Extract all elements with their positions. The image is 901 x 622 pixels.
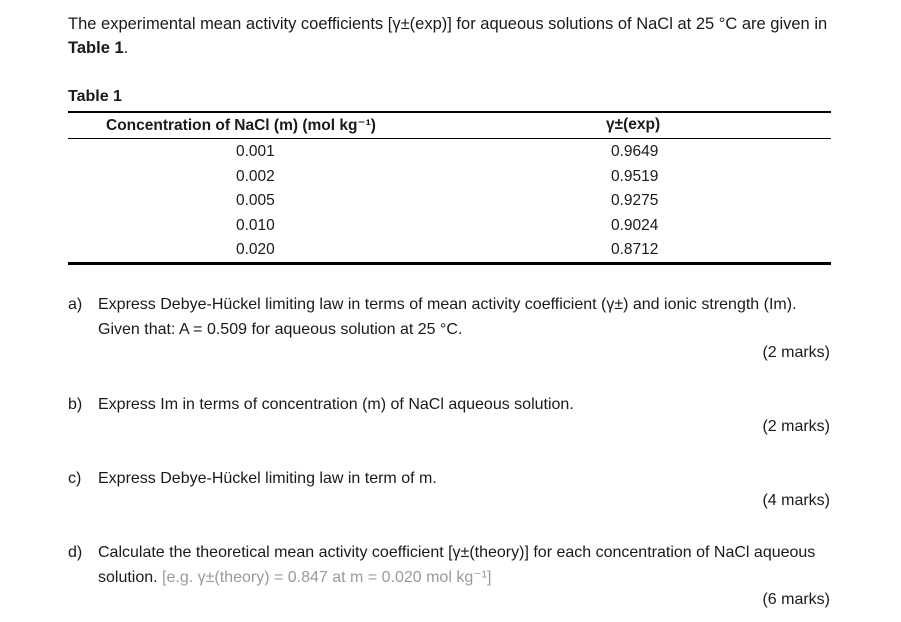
intro-text-2: ] for aqueous solutions of NaCl at 25 °C are given in <box>447 15 828 33</box>
intro-text-1: The experimental mean activity coefficients [ <box>68 15 393 33</box>
question-d-marks: (6 marks) <box>762 591 830 608</box>
question-d <box>68 540 830 590</box>
question-b <box>68 392 830 417</box>
question-d-example: [e.g. γ±(theory) = 0.847 at m = 0.020 mol kg⁻¹] <box>162 569 492 586</box>
question-c-label: c) <box>68 470 82 487</box>
table-cell-gamma: 0.9519 <box>611 168 659 185</box>
table-header-concentration: Concentration of NaCl (m) (mol kg⁻¹) <box>106 117 376 134</box>
question-a-label: a) <box>68 296 83 313</box>
intro-paragraph <box>68 12 848 60</box>
table-cell-m: 0.005 <box>236 192 275 209</box>
table-header-gamma: γ±(exp) <box>606 116 661 133</box>
question-c <box>68 466 830 491</box>
table-cell-gamma: 0.8712 <box>611 241 659 258</box>
table-cell-m: 0.020 <box>236 241 275 258</box>
table-cell-m: 0.001 <box>236 143 275 160</box>
question-a-text: Express Debye-Hückel limiting law in terms of mean activity coefficient (γ±) and ionic strength (Im). Given that: A = 0.509 for aqueous solution at 25 °C. <box>98 296 797 338</box>
question-d-text: Calculate the theoretical mean activity coefficient [γ±(theory)] for each concentration of NaCl aqueous solution. <box>98 544 816 586</box>
table-top-rule <box>68 111 831 113</box>
intro-text-3: . <box>123 39 129 57</box>
table-label: Table 1 <box>68 88 122 105</box>
intro-gamma-exp: γ±(exp) <box>392 15 448 33</box>
table-cell-gamma: 0.9649 <box>611 143 659 160</box>
table-cell-gamma: 0.9275 <box>611 192 659 209</box>
question-b-text: Express Im in terms of concentration (m) of NaCl aqueous solution. <box>98 396 574 413</box>
table-cell-m: 0.010 <box>236 217 275 234</box>
question-b-label: b) <box>68 396 83 413</box>
table-header-rule <box>68 138 831 139</box>
question-c-marks: (4 marks) <box>762 492 830 509</box>
question-d-label: d) <box>68 544 83 561</box>
question-c-text: Express Debye-Hückel limiting law in term of m. <box>98 470 437 487</box>
question-a-marks: (2 marks) <box>762 344 830 361</box>
question-b-marks: (2 marks) <box>762 418 830 435</box>
question-a <box>68 292 830 342</box>
table-cell-m: 0.002 <box>236 168 275 185</box>
intro-table-ref: Table 1 <box>68 39 124 57</box>
table-cell-gamma: 0.9024 <box>611 217 659 234</box>
table-bottom-rule <box>68 262 831 265</box>
